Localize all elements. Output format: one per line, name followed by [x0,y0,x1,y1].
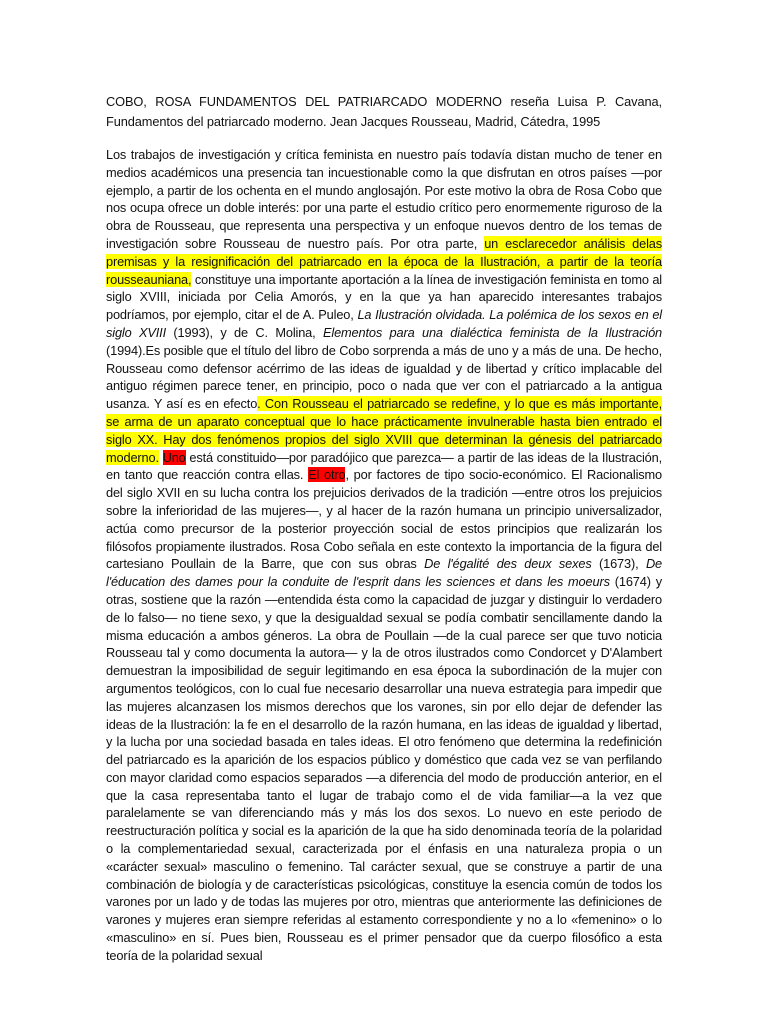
text-segment: Los trabajos de investigación y crítica feminista en nuestro país todavía distan mucho de tener en medios académicos una presencia tan incuestionable como la que disfrutan en otros países —por ejemplo, a partir de los ochenta en el mundo anglosajón. Por este motivo la obra de Rosa Cobo que nos ocupa ofrece un doble interés: por una parte el estudio crítico pero enormemente riguroso de la obra de Rousseau, que representa una perspectiva y un enfoque nuevos dentro de los temas de investigación sobre Rousseau de nuestro país. Por otra parte, [106,147,662,251]
italic-book-title: Elementos para una dialéctica feminista de la Ilustración [322,324,663,340]
italic-book-title: La Ilustración olvidada. La polémica de los sexos en el siglo XVIII [106,307,662,340]
italic-book-title: De l'égalité des deux sexes [424,556,592,572]
text-segment: , por factores de tipo socio-económico. El Racionalismo del siglo XVII en su lucha contra los prejuicios derivados de la tradición —entre otros los prejuicios sobre la inferioridad de las mujeres—, y al hacer de la razón humana un principio universalizador, actúa como precursor de la posterior proyección social de estos principios que realizarán los filósofos propiamente ilustrados. Rosa Cobo señala en este contexto la importancia de la figura del cartesiano Poullain de la Barre, que con sus obras [106,467,663,572]
yellow-highlight: . Con Rousseau el patriarcado se redefine, y lo que es más importante, se arma de un aparato conceptual que lo hace prácticamente invulnerable hasta bien entrado el siglo XX. Hay dos fenómenos propios del siglo XVIII que determinan la génesis del patriarcado moderno. [106,396,662,465]
italic-book-title: De l'éducation des dames pour la conduite de l'esprit dans les sciences et dans les moeurs [106,556,663,590]
yellow-highlight: un esclarecedor análisis delas premisas y la resignificación del patriarcado en la época de la Ilustración, a partir de la teoría rousseauniana, [106,235,662,287]
text-segment: (1674) y otras, sostiene que la razón —entendida ésta como la capacidad de juzgar y distinguir lo verdadero de lo falso— no tiene sexo, y que la desigualdad sexual se podía combatir sencillamente dando la misma educación a ambos géneros. La obra de Poullain —de la cual parece ser que tuvo noticia Rousseau tal y como documenta la autora— y la de otros ilustrados como Condorcet y D'Alambert demuestran la imposibilidad de seguir legitimando en esa época la subordinación de la mujer con argumentos teológicos, con lo cual fue necesario desarrollar una nueva estrategia para impedir que las mujeres alcanzasen los mismos derechos que los varones, sin por ello dejar de defender las ideas de la Ilustración: la fe en el desarrollo de la razón humana, en las ideas de igualdad y libertad, y la lucha por una sociedad basada en tales ideas. El otro fenómeno que determina la redefinición del patriarcado es la aparición de los espacios público y doméstico que cada vez se van perfilando con mayor claridad como espacios separados —a diferencia del modo de producción anterior, en el que la casa representaba tanto el lugar de trabajo como el de vida familiar—a la vez que paralelamente se van diferenciando más y más los dos sexos. Lo nuevo en este periodo de reestructuración política y social es la aparición de la que ha sido denominada teoría de la polaridad o la complementariedad sexual, caracterizada por el énfasis en una naturaleza propia o un «carácter sexual» masculino o femenino. Tal carácter sexual, que se construye a partir de una combinación de biología y de características psicológicas, constituye la esencia común de todos los varones por un lado y de todas las mujeres por otro, mientras que anteriormente las definiciones de varones y mujeres eran siempre referidas al estamento correspondiente y no a lo «femenino» o lo «masculino» en sí. Pues bien, Rousseau es el primer pensador que da cuerpo filosófico a esta teoría de la polaridad sexual [106,574,662,963]
text-segment: (1993), y de C. Molina, [166,324,323,340]
text-segment: (1673), [591,556,646,572]
text-segment: constituye una importante aportación a la línea de investigación feminista en tomo al siglo XVIII, iniciada por Celia Amorós, y en la que ya han aparecido interesantes trabajos podríamos, por ejemplo, citar el de A. Puleo, [106,271,662,323]
text-segment: (1994).Es posible que el título del libro de Cobo sorprenda a más de uno y a más de una. De hecho, Rousseau como defensor acérrimo de las ideas de igualdad y de libertad y crítico implacable del antiguo régimen parece tener, en principio, poco o nada que ver con el patriarcado a la antigua usanza. Y así es en efecto [106,342,662,412]
red-highlight: Uno [162,449,186,465]
text-segment: está constituido—por paradójico que parezca— a partir de las ideas de la Ilustración, en tanto que reacción contra ellas. [106,449,663,483]
review-paragraph [106,146,662,965]
document-title: COBO, ROSA FUNDAMENTOS DEL PATRIARCADO MODERNO reseña Luisa P. Cavana, Fundamentos del patriarcado moderno. Jean Jacques Rousseau, Madrid, Cátedra, 1995 [106,94,662,129]
red-highlight: El otro [308,467,346,483]
